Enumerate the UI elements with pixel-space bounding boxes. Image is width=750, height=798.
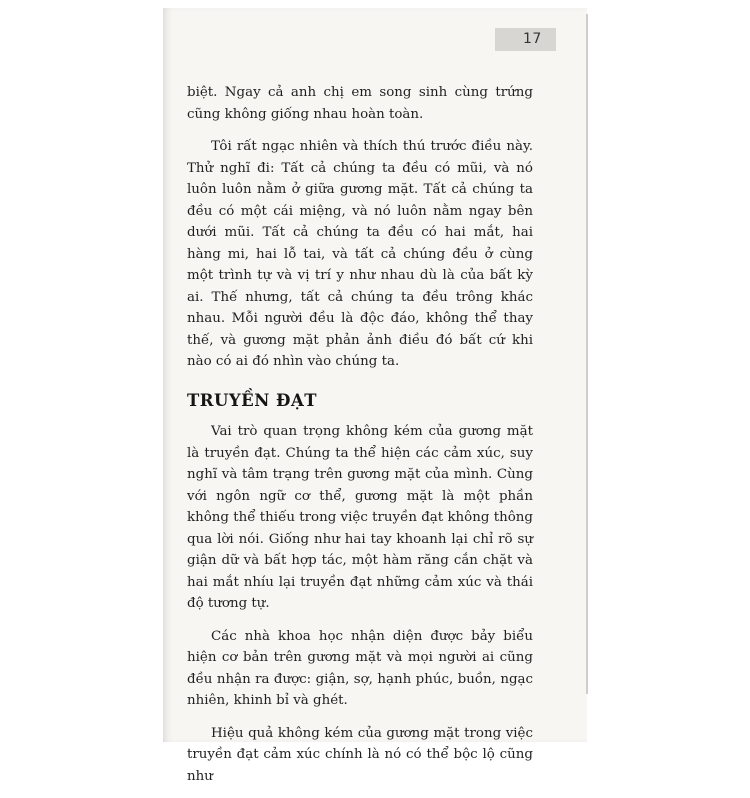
paragraph-communication: Vai trò quan trọng không kém của gương mặt là truyền đạt. Chúng ta thể hiện các cảm xúc, suy nghĩ và tâm trạng trên gương mặt của mình. Cùng với ngôn ngữ cơ thể, gương mặt là một phần không thể thiếu trong việc truyền đạt không thông qua lời nói. Giống như hai tay khoanh lại chỉ rõ sự giận dữ và bất hợp tác, một hàm răng cắn chặt và hai mắt nhíu lại truyền đạt những cảm xúc và thái độ tương tự. (187, 424, 533, 611)
page-number: 17 (495, 28, 556, 51)
page-edge (586, 14, 588, 694)
paragraph-surprise: Tôi rất ngạc nhiên và thích thú trước điều này. Thử nghĩ đi: Tất cả chúng ta đều có mũi, và nó luôn luôn nằm ở giữa gương mặt. Tất cả chúng ta đều có một cái miệng, và nó luôn nằm ngay bên dưới mũi. Tất cả chúng ta đều có hai mắt, hai hàng mi, hai lỗ tai, và tất cả chúng đều ở cùng một trình tự và vị trí y như nhau dù là của bất kỳ ai. Thế nhưng, tất cả chúng ta đều trông khác nhau. Mỗi người đều là độc đáo, không thể thay thế, và gương mặt phản ảnh điều đó bất cứ khi nào có ai đó nhìn vào chúng ta. (187, 139, 533, 369)
page-text (187, 82, 533, 798)
section-heading: TRUYỀN ĐẠT (187, 390, 318, 410)
paragraph-effectiveness: Hiệu quả không kém của gương mặt trong việc truyền đạt cảm xúc chính là nó có thể bộc lộ cũng như (187, 725, 533, 784)
paragraph-continued: biệt. Ngay cả anh chị em song sinh cùng trứng cũng không giống nhau hoàn toàn. (187, 85, 533, 122)
paragraph-seven-expressions: Các nhà khoa học nhận diện được bảy biểu hiện cơ bản trên gương mặt và mọi người ai cũng đều nhận ra được: giận, sợ, hạnh phúc, buồn, ngạc nhiên, khinh bỉ và ghét. (187, 628, 533, 708)
